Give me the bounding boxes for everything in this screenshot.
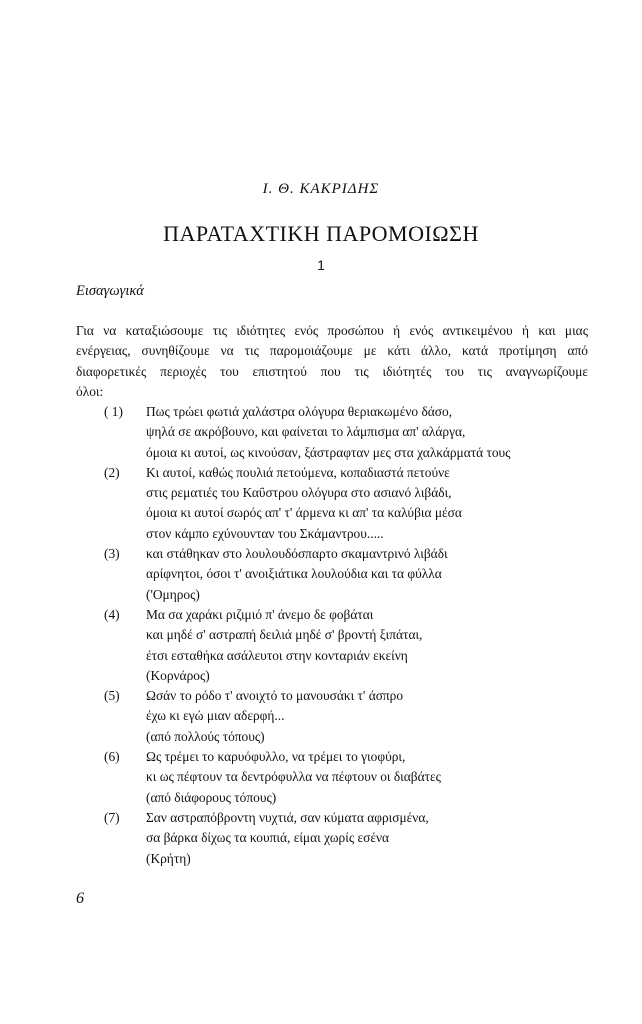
example-number: ( 1) [104,404,123,419]
verse-line: κι ως πέφτουν τα δεντρόφυλλα να πέφτουν οι διαβάτες [146,769,441,785]
verse-source: (από διάφορους τόπους) [146,789,277,805]
intro-line: ενέργειας, συνηθίζουμε να τις παρομοιάζουμε με κάτι άλλο, κατά προτίμηση από [76,343,588,359]
example-item [104,686,604,747]
example-item [104,544,604,605]
verse-source: ('Ομηρος) [146,586,200,602]
example-number: (6) [104,749,120,765]
verse-line: Σαν αστραπόβροντη νυχτιά, σαν κύματα αφρισμένα, [146,809,429,825]
verse-line: στον κάμπο εχύνουνταν του Σκάμαντρου..... [146,525,384,541]
verse-line: ψηλά σε ακρόβουνο, και φαίνεται το λάμπισμα απ' αλάργα, [146,424,466,440]
verse-line: Κι αυτοί, καθώς πουλιά πετούμενα, κοπαδιαστά πετούνε [146,464,450,480]
example-verse [146,747,604,808]
example-number: (5) [104,688,120,704]
verse-line: αρίφνητοι, όσοι τ' ανοιξιάτικα λουλούδια και τα φύλλα [146,566,442,582]
example-verse [146,605,604,686]
example-item [104,747,604,808]
section-number: 1 [317,257,325,273]
intro-line: όλοι: [76,383,104,399]
verse-line: Πως τρώει φωτιά χαλάστρα ολόγυρα θεριακωμένο δάσο, [146,404,453,419]
verse-line: και στάθηκαν στο λουλουδόσπαρτο σκαμαντρινό λιβάδι [146,546,448,562]
verse-line: όμοια κι αυτοί σωρός απ' τ' άρμενα κι απ' τα καλύβια μέσα [146,505,462,521]
example-number: (7) [104,809,120,825]
example-verse [146,808,604,869]
page-number: 6 [76,890,84,907]
section-heading: Εισαγωγικά [76,283,144,299]
verse-line: στις ρεματιές του Καΰστρου ολόγυρα στο ασιανό λιβάδι, [146,485,452,501]
intro-paragraph [76,321,588,402]
example-verse [146,402,604,463]
verse-line: όμοια κι αυτοί, ως κινούσαν, ξάστραφταν μες στα χαλκάρματά τους [146,444,511,460]
verse-source: (από πολλούς τόπους) [146,728,265,744]
example-item [104,808,604,869]
example-item [104,605,604,686]
example-item [104,463,604,544]
intro-line: Για να καταξιώσουμε τις ιδιότητες ενός προσώπου ή ενός αντικειμένου ή και μιας [76,323,588,338]
author-name: Ι. Θ. ΚΑΚΡΙΔΗΣ [262,181,380,197]
verse-line: Ωσάν το ρόδο τ' ανοιχτό το μανουσάκι τ' άσπρο [146,688,404,704]
chapter-title: ΠΑΡΑΤΑΧΤΙΚΗ ΠΑΡΟΜΟΙΩΣΗ [163,221,479,246]
verse-line: Ως τρέμει το καρυόφυλλο, να τρέμει το γιοφύρι, [146,749,406,765]
verse-source: (Κορνάρος) [146,667,210,683]
verse-line: σα βάρκα δίχως τα κουπιά, είμαι χωρίς εσένα [146,830,390,846]
verse-line: έτσι εσταθήκα ασάλευτοι στην κονταριάν εκείνη [146,647,408,663]
example-verse [146,686,604,747]
verse-source: (Κρήτη) [146,850,191,866]
example-number: (3) [104,546,120,562]
example-number: (2) [104,464,120,480]
example-verse [146,544,604,605]
verse-line: και μηδέ σ' αστραπή δειλιά μηδέ σ' βροντή ξιπάται, [146,627,423,643]
examples-list [104,402,604,869]
verse-line: έχω κι εγώ μιαν αδερφή... [146,708,285,724]
example-number: (4) [104,606,120,622]
verse-line: Μα σα χαράκι ριζιμιό π' άνεμο δε φοβάται [146,606,374,622]
example-item [104,402,604,463]
intro-line: διαφορετικές περιοχές του επιστητού που τις ιδιότητές του τις αναγνωρίζουμε [76,363,588,379]
example-verse [146,463,604,544]
